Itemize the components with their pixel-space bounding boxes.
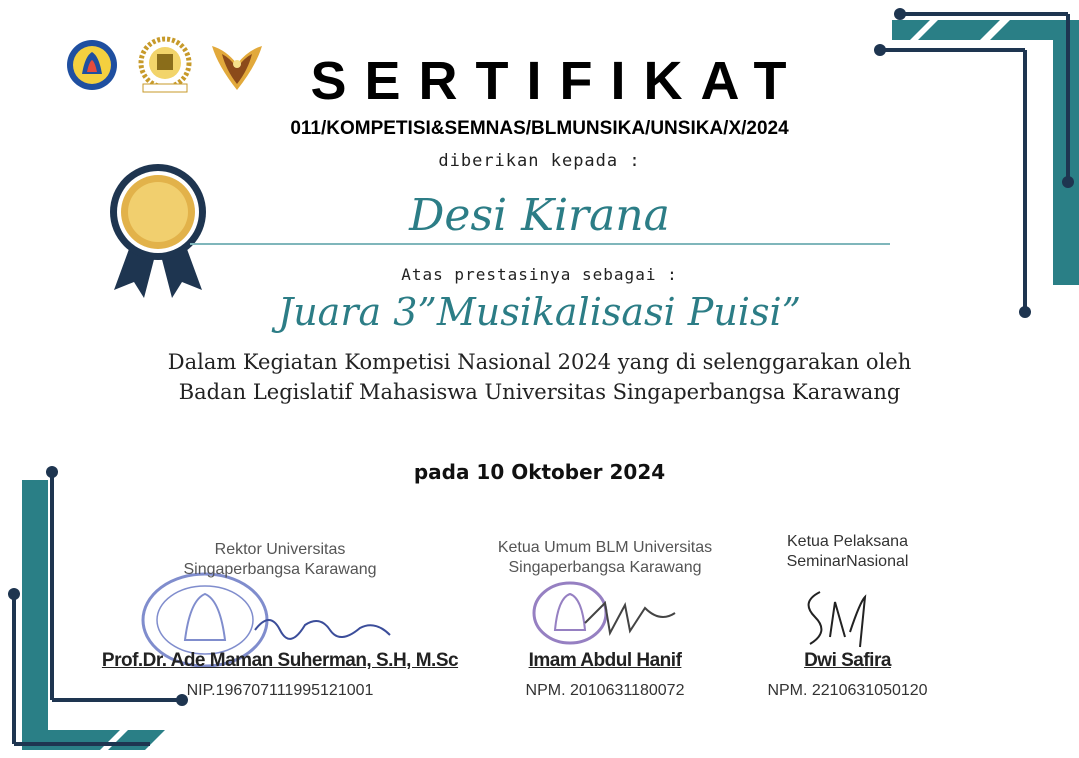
achievement-intro: Atas prestasinya sebagai : bbox=[401, 265, 678, 284]
signature-icon bbox=[250, 600, 410, 650]
signatory-rector bbox=[70, 540, 490, 710]
recipient-underline bbox=[190, 243, 890, 245]
signatory-name: Dwi Safira bbox=[804, 650, 891, 671]
signatory-id: NPM. 2210631050120 bbox=[767, 682, 928, 699]
certificate-date: pada 10 Oktober 2024 bbox=[413, 460, 666, 484]
achievement-title: Juara 3”Musikalisasi Puisi” bbox=[277, 290, 802, 334]
description-line-1: Dalam Kegiatan Kompetisi Nasional 2024 yang di selenggarakan oleh bbox=[167, 350, 912, 374]
signatory-blm-chair bbox=[460, 538, 750, 708]
signatory-role-line-1: Rektor Universitas bbox=[214, 541, 346, 558]
signatory-role-line-2: Singaperbangsa Karawang bbox=[183, 561, 377, 578]
signature-icon bbox=[790, 582, 880, 652]
signatory-id: NPM. 2010631180072 bbox=[525, 682, 685, 699]
recipient-name: Desi Kirana bbox=[409, 190, 670, 241]
description-line-2: Badan Legislatif Mahasiswa Universitas Singaperbangsa Karawang bbox=[178, 380, 901, 404]
given-to-label: diberikan kepada : bbox=[438, 151, 641, 171]
signatory-role-line-2: SeminarNasional bbox=[786, 553, 909, 570]
signatory-role-line-1: Ketua Umum BLM Universitas bbox=[497, 539, 713, 556]
certificate-title: SERTIFIKAT bbox=[310, 51, 805, 111]
signatory-name: Imam Abdul Hanif bbox=[528, 650, 682, 671]
signatory-role-line-1: Ketua Pelaksana bbox=[787, 533, 908, 550]
signature-icon bbox=[580, 593, 680, 643]
signatory-event-chair bbox=[730, 532, 965, 708]
signatory-name: Prof.Dr. Ade Maman Suherman, S.H, M.Sc bbox=[101, 650, 459, 671]
signatory-role-line-2: Singaperbangsa Karawang bbox=[508, 559, 702, 576]
signatory-id: NIP.196707111995121001 bbox=[186, 682, 374, 699]
certificate-number: 011/KOMPETISI&SEMNAS/BLMUNSIKA/UNSIKA/X/2024 bbox=[290, 118, 789, 139]
